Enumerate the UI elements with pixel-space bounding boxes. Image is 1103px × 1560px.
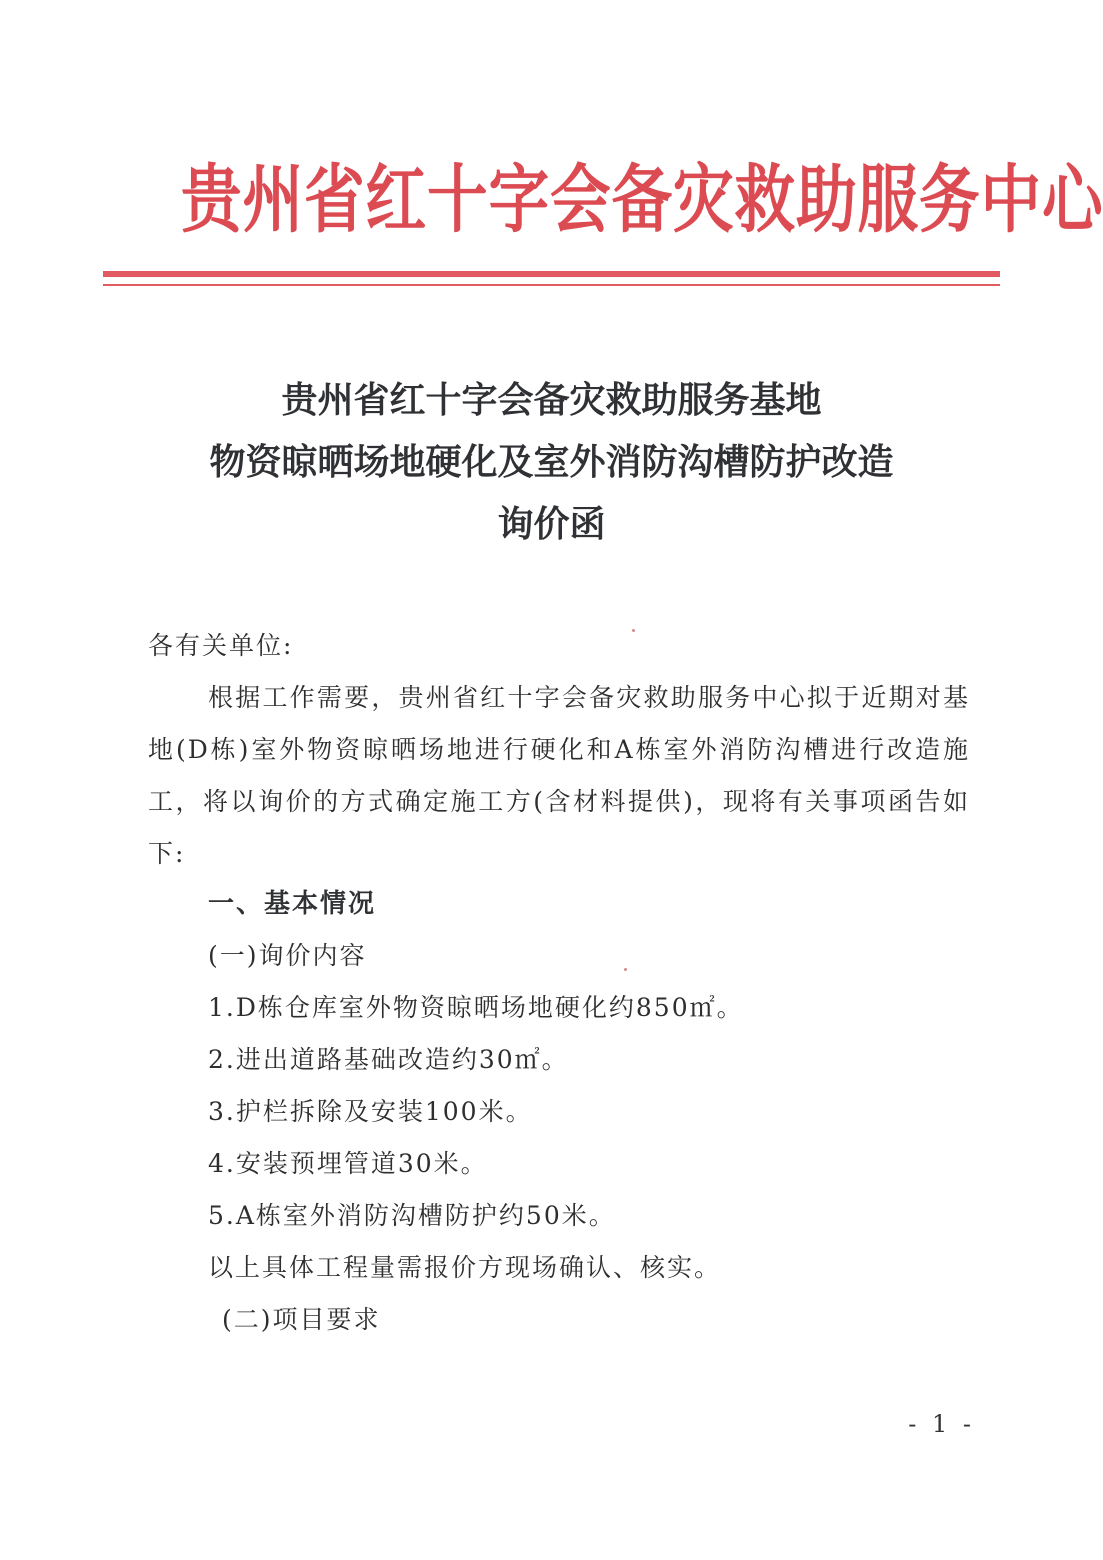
list-item: 1.D栋仓库室外物资晾晒场地硬化约850㎡。 <box>208 993 744 1022</box>
section-heading-basic-info: 一、基本情况 <box>208 889 377 919</box>
title-line-3: 询价函 <box>497 504 606 545</box>
letterhead-rule-thick <box>103 271 1000 277</box>
letterhead-rule-thin <box>103 284 1000 286</box>
subsection-heading-inquiry-content: (一)询价内容 <box>208 941 367 970</box>
title-line-1: 贵州省红十字会备灾救助服务基地 <box>281 380 822 421</box>
letterhead-title: 贵州省红十字会备灾救助服务中心 <box>181 157 1103 243</box>
scan-speck <box>624 968 627 971</box>
salutation: 各有关单位: <box>148 631 294 660</box>
intro-paragraph: 根据工作需要，贵州省红十字会备灾救助服务中心拟于近期对基地(D栋)室外物资晾晒场地进行硬化和A栋室外消防沟槽进行改造施工，将以询价的方式确定施工方(含材料提供)，现将有关事项函告如下: <box>148 683 970 868</box>
title-line-2: 物资晾晒场地硬化及室外消防沟槽防护改造 <box>209 442 894 483</box>
list-item: 2.进出道路基础改造约30㎡。 <box>208 1045 569 1074</box>
scan-speck <box>632 629 635 632</box>
document-title <box>0 370 1103 556</box>
list-item: 5.A栋室外消防沟槽防护约50米。 <box>208 1201 616 1230</box>
quantity-note: 以上具体工程量需报价方现场确认、核实。 <box>208 1253 722 1282</box>
list-item: 4.安装预埋管道30米。 <box>208 1149 488 1178</box>
list-item: 3.护栏拆除及安装100米。 <box>208 1097 533 1126</box>
subsection-heading-project-requirements: (二)项目要求 <box>222 1305 381 1334</box>
page-number: - 1 - <box>908 1410 975 1438</box>
